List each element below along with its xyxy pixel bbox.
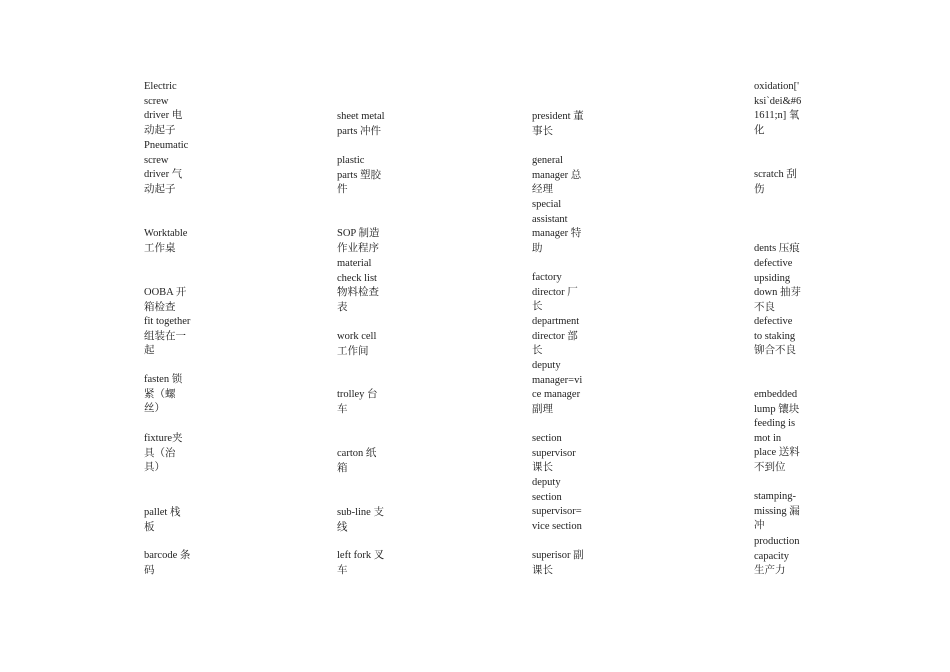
term-embedded-lump: embedded lump 镶块 bbox=[754, 389, 800, 415]
term-defective-upsiding-down: defective upsiding down 抽芽 不良 bbox=[754, 258, 801, 313]
term-stamping-missing: stamping- missing 漏 冲 bbox=[754, 491, 800, 532]
term-pallet: pallet 栈 板 bbox=[144, 507, 181, 533]
term-superisor: superisor 副 课长 bbox=[532, 550, 584, 576]
term-section-supervisor: section supervisor 课长 bbox=[532, 433, 576, 474]
term-scratch: scratch 刮 伤 bbox=[754, 169, 797, 195]
term-sop: SOP 制造 作业程序 bbox=[337, 228, 380, 254]
term-special-assistant-manager: special assistant manager 特 助 bbox=[532, 199, 582, 254]
term-electric-screwdriver: Electric screw driver 电 动起子 bbox=[144, 81, 183, 136]
term-production-capacity: production capacity 生产力 bbox=[754, 536, 800, 577]
term-material-check-list: material check list 物料检查 表 bbox=[337, 258, 379, 313]
term-fixture: fixture夹 具（治 具） bbox=[144, 433, 183, 474]
term-president: president 董 事长 bbox=[532, 111, 584, 137]
term-general-manager: general manager 总 经理 bbox=[532, 155, 582, 196]
term-carton: carton 纸 箱 bbox=[337, 448, 377, 474]
term-trolley: trolley 台 车 bbox=[337, 389, 378, 415]
term-sub-line: sub-line 支 线 bbox=[337, 507, 384, 533]
term-department-director: department director 部 长 bbox=[532, 316, 580, 357]
term-plastic-parts: plastic parts 塑胶 件 bbox=[337, 155, 382, 196]
term-oxidation: oxidation[' ksi`dei&#6 1611;n] 氧 化 bbox=[754, 81, 802, 136]
term-fasten: fasten 锁 紧（螺 丝） bbox=[144, 374, 183, 415]
term-barcode: barcode 条 码 bbox=[144, 550, 191, 576]
term-fit-together: fit together 组装在一 起 bbox=[144, 316, 191, 357]
term-sheet-metal-parts: sheet metal parts 冲件 bbox=[337, 111, 385, 137]
term-deputy-section-supervisor: deputy section supervisor= vice section bbox=[532, 477, 582, 532]
term-defective-to-staking: defective to staking 铆合不良 bbox=[754, 316, 796, 357]
term-work-cell: work cell 工作间 bbox=[337, 331, 377, 357]
term-pneumatic-screwdriver: Pneumatic screw driver 气 动起子 bbox=[144, 140, 189, 195]
term-worktable: Worktable 工作桌 bbox=[144, 228, 188, 254]
term-left-fork: left fork 叉 车 bbox=[337, 550, 385, 576]
term-ooba: OOBA 开 箱检查 bbox=[144, 287, 187, 313]
term-deputy-manager: deputy manager=vi ce manager 副理 bbox=[532, 360, 583, 415]
term-factory-director: factory director 厂 长 bbox=[532, 272, 578, 313]
term-feeding-not-in-place: feeding is mot in place 送料 不到位 bbox=[754, 418, 800, 473]
term-dents: dents 压痕 bbox=[754, 243, 800, 254]
